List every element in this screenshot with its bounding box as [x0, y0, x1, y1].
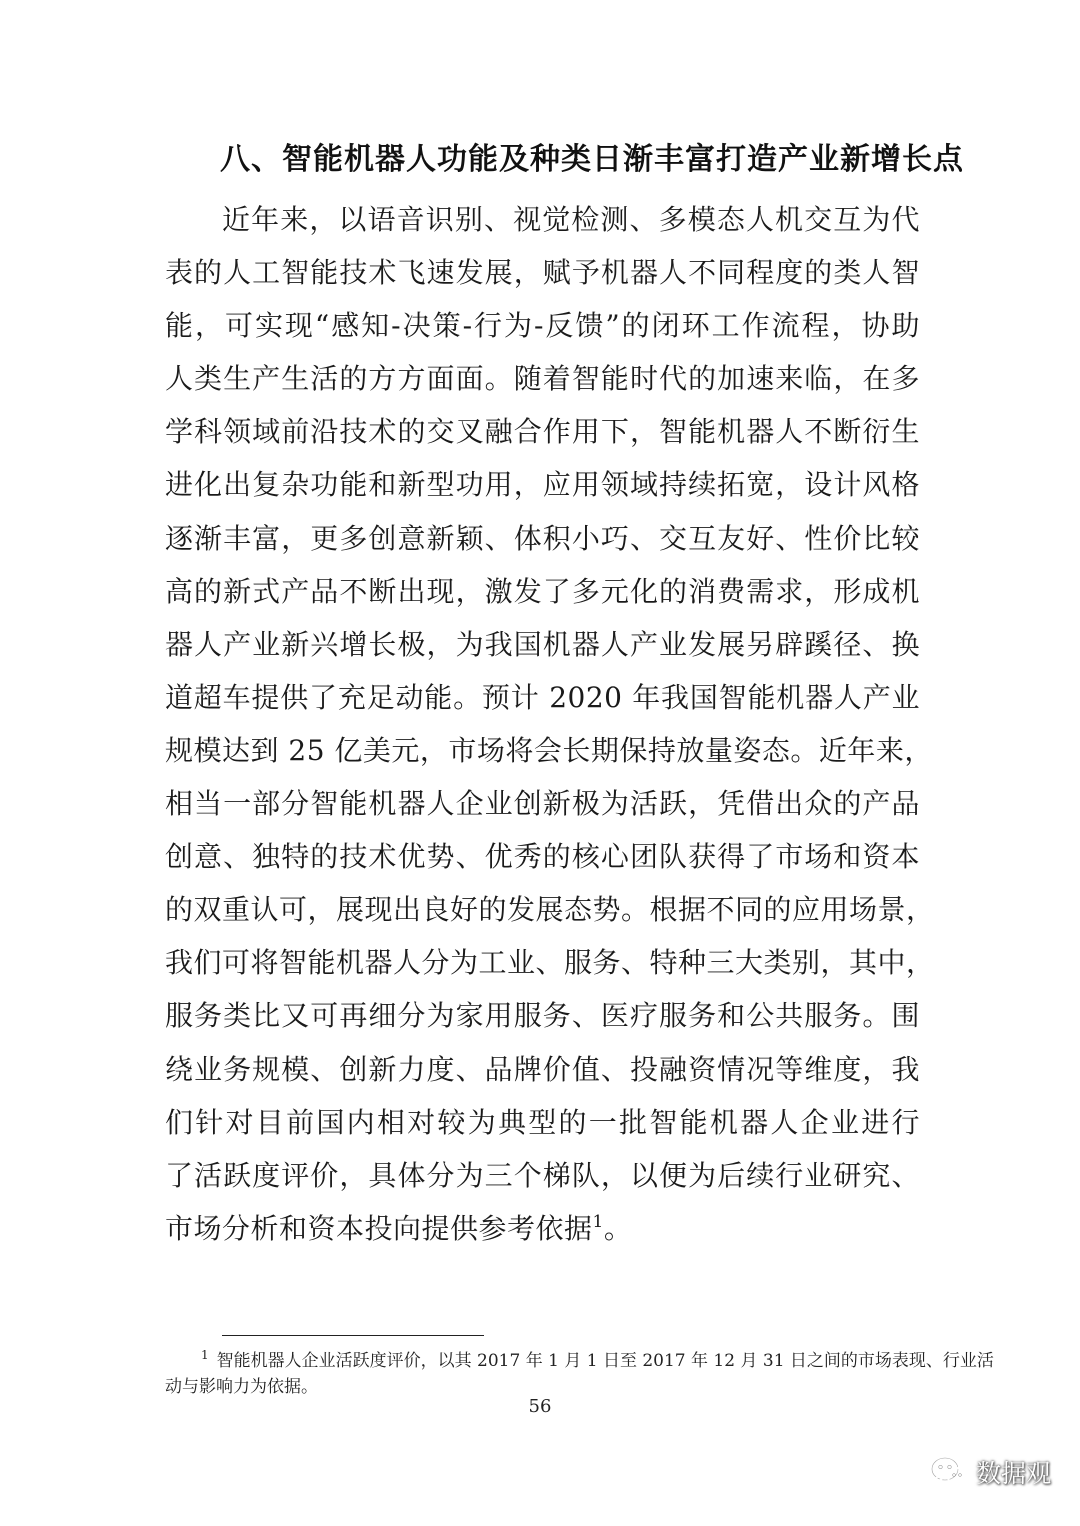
paragraph-last-line	[165, 1202, 920, 1255]
paragraph-line: 表的人工智能技术飞速发展，赋予机器人不同程度的类人智	[165, 256, 920, 290]
paragraph-line: 能，可实现“感知-决策-行为-反馈”的闭环工作流程，协助	[165, 309, 920, 343]
footnote-marker: 1	[201, 1348, 209, 1362]
paragraph-line: 我们可将智能机器人分为工业、服务、特种三大类别，其中，	[165, 946, 935, 980]
paragraph-line: 道超车提供了充足动能。预计 2020 年我国智能机器人产业	[165, 680, 920, 714]
wechat-icon	[930, 1456, 968, 1488]
watermark-text: 数据观	[976, 1459, 1052, 1488]
paragraph-line: 相当一部分智能机器人企业创新极为活跃，凭借出众的产品	[165, 787, 920, 821]
paragraph-line: 创意、独特的技术优势、优秀的核心团队获得了市场和资本	[165, 840, 920, 874]
paragraph-line: 的双重认可，展现出良好的发展态势。根据不同的应用场景，	[165, 893, 935, 927]
page-number: 56	[528, 1396, 552, 1417]
footnote	[165, 1348, 994, 1400]
paragraph-line-text: 市场分析和资本投向提供参考依据	[165, 1211, 593, 1245]
paragraph-line: 逐渐丰富，更多创意新颖、体积小巧、交互友好、性价比较	[165, 521, 920, 555]
paragraph-line: 人类生产生活的方方面面。随着智能时代的加速来临，在多	[165, 362, 920, 396]
footnote-line: 动与影响力为依据。	[165, 1377, 318, 1397]
paragraph-line: 规模达到 25 亿美元，市场将会长期保持放量姿态。近年来，	[165, 733, 933, 767]
footnote-text: 智能机器人企业活跃度评价，以其 2017 年 1 月 1 日至 2017 年 12 月 31 日之间的市场表现、行业活	[216, 1351, 994, 1371]
paragraph-line: 们针对目前国内相对较为典型的一批智能机器人企业进行	[165, 1105, 920, 1139]
footnote-divider	[222, 1335, 484, 1336]
paragraph-end-punctuation: 。	[603, 1211, 633, 1245]
section-heading: 八、智能机器人功能及种类日渐丰富打造产业新增长点	[220, 142, 964, 177]
footnote-line	[165, 1348, 994, 1374]
watermark	[930, 1452, 1051, 1492]
paragraph-line: 绕业务规模、创新力度、品牌价值、投融资情况等维度，我	[165, 1052, 920, 1086]
paragraph-line: 服务类比又可再细分为家用服务、医疗服务和公共服务。围	[165, 999, 920, 1033]
paragraph-line: 器人产业新兴增长极，为我国机器人产业发展另辟蹊径、换	[165, 627, 920, 661]
paragraph-line: 进化出复杂功能和新型功用，应用领域持续拓宽，设计风格	[165, 468, 920, 502]
body-paragraph	[165, 193, 935, 1255]
footnote-reference[interactable]: 1	[592, 1211, 604, 1232]
paragraph-line: 了活跃度评价，具体分为三个梯队，以便为后续行业研究、	[165, 1158, 920, 1192]
paragraph-line: 近年来，以语音识别、视觉检测、多模态人机交互为代	[222, 203, 920, 236]
paragraph-line: 高的新式产品不断出现，激发了多元化的消费需求，形成机	[165, 574, 920, 608]
paragraph-line: 学科领域前沿技术的交叉融合作用下，智能机器人不断衍生	[165, 415, 920, 449]
